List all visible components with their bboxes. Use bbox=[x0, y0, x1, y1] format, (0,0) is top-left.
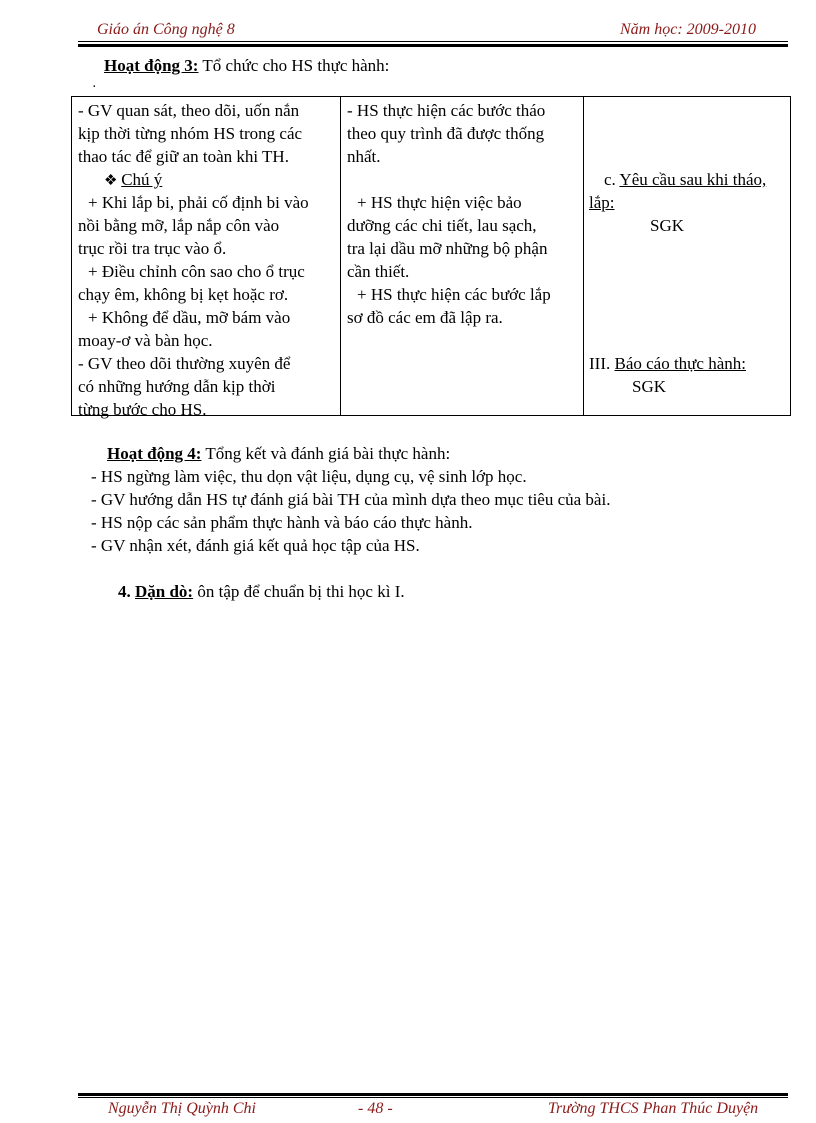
section4-text: ôn tập để chuẩn bị thi học kì I. bbox=[193, 582, 405, 601]
footer-author: Nguyễn Thị Quỳnh Chi bbox=[108, 1100, 256, 1117]
col3-c-title-1: Yêu cầu sau khi tháo, bbox=[619, 170, 767, 189]
col2-line-7: cần thiết. bbox=[347, 262, 410, 281]
col2-line-2: theo quy trình đã được thống bbox=[347, 124, 545, 143]
activity4-text: Tổng kết và đánh giá bài thực hành: bbox=[201, 444, 451, 463]
col1-line-2: kịp thời từng nhóm HS trong các bbox=[78, 124, 303, 143]
header-rule-thin bbox=[78, 41, 788, 42]
footer-rule-thick bbox=[78, 1093, 788, 1096]
activity4-item-2: - GV hướng dẫn HS tự đánh giá bài TH của mình dựa theo mục tiêu của bài. bbox=[91, 490, 611, 509]
col1-line-12: - GV theo dõi thường xuyên để bbox=[78, 354, 291, 373]
header-rule-thick bbox=[78, 44, 788, 47]
col1-line-11: moay-ơ và bàn học. bbox=[78, 331, 213, 350]
activity4-item-1: - HS ngừng làm việc, thu dọn vật liệu, dụng cụ, vệ sinh lớp học. bbox=[91, 467, 527, 486]
table-divider-1 bbox=[340, 96, 341, 416]
header-doc-title: Giáo án Công nghệ 8 bbox=[97, 21, 235, 38]
col3-iii-body: SGK bbox=[632, 377, 667, 396]
col1-line-9: chạy êm, không bị kẹt hoặc rơ. bbox=[78, 285, 289, 304]
activity4-item-4: - GV nhận xét, đánh giá kết quả học tập của HS. bbox=[91, 536, 420, 555]
col1-line-14: từng bước cho HS. bbox=[78, 400, 207, 419]
activity4-heading bbox=[107, 443, 450, 465]
col3-section-c-heading bbox=[604, 169, 766, 191]
col3-iii-prefix: III. bbox=[589, 354, 615, 373]
footer-rule-thin bbox=[78, 1097, 788, 1098]
col2-line-6: tra lại dầu mỡ những bộ phận bbox=[347, 239, 548, 258]
col1-line-13: có những hướng dẫn kịp thời bbox=[78, 377, 276, 396]
col3-section-iii-heading bbox=[589, 353, 746, 375]
col1-line-10: + Không để dầu, mỡ bám vào bbox=[88, 308, 291, 327]
col2-line-5: dưỡng các chi tiết, lau sạch, bbox=[347, 216, 537, 235]
footer-school: Trường THCS Phan Thúc Duyện bbox=[548, 1100, 759, 1117]
section4-number: 4. bbox=[118, 582, 135, 601]
col1-line-5: + Khi lắp bi, phải cố định bi vào bbox=[88, 193, 309, 212]
header-school-year: Năm học: 2009-2010 bbox=[620, 21, 756, 38]
col3-c-prefix: c. bbox=[604, 170, 620, 189]
footer-page-number: - 48 - bbox=[358, 1100, 393, 1117]
table-divider-2 bbox=[583, 96, 584, 416]
activity3-heading bbox=[104, 55, 389, 77]
col1-note-label: Chú ý bbox=[121, 170, 163, 189]
col1-line-3: thao tác để giữ an toàn khi TH. bbox=[78, 147, 289, 166]
col2-line-4: + HS thực hiện việc bảo bbox=[357, 193, 522, 212]
col2-line-1: - HS thực hiện các bước tháo bbox=[347, 101, 546, 120]
section4-heading bbox=[118, 581, 405, 603]
col3-iii-title: Báo cáo thực hành: bbox=[614, 354, 746, 373]
activity3-label: Hoạt động 3: bbox=[104, 56, 199, 75]
col1-note-heading bbox=[104, 169, 162, 192]
diamond-bullet-icon: ❖ bbox=[104, 173, 122, 189]
col2-line-8: + HS thực hiện các bước lắp bbox=[357, 285, 551, 304]
section4-label: Dặn dò: bbox=[135, 582, 194, 601]
col1-line-8: + Điều chỉnh côn sao cho ổ trục bbox=[88, 262, 305, 281]
col3-c-body: SGK bbox=[650, 216, 685, 235]
col1-line-7: trục rồi tra trục vào ổ. bbox=[78, 239, 227, 258]
col2-line-9: sơ đồ các em đã lập ra. bbox=[347, 308, 503, 327]
col3-c-title-2: lắp: bbox=[589, 193, 615, 212]
activity4-item-3: - HS nộp các sản phẩm thực hành và báo cáo thực hành. bbox=[91, 513, 473, 532]
col1-line-6: nồi bằng mỡ, lắp nắp côn vào bbox=[78, 216, 280, 235]
stray-bullet: . bbox=[93, 79, 96, 90]
col1-line-1: - GV quan sát, theo dõi, uốn nắn bbox=[78, 101, 300, 120]
col2-line-3: nhất. bbox=[347, 147, 381, 166]
activity3-text: Tổ chức cho HS thực hành: bbox=[198, 56, 390, 75]
activity4-label: Hoạt động 4: bbox=[107, 444, 202, 463]
